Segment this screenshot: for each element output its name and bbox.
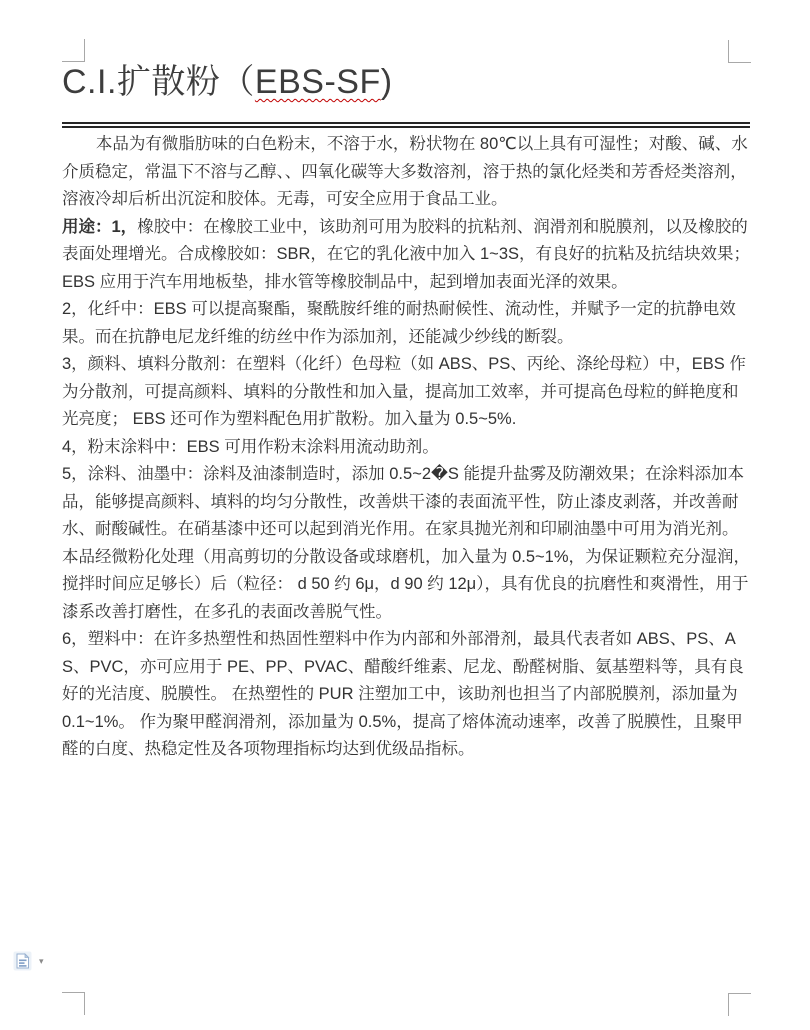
page-title-spellcheck-text: EBS-SF: [254, 63, 381, 101]
page-title-pre: C.I.扩散粉（: [62, 63, 255, 101]
document-body: [62, 131, 750, 764]
paragraph-use-rubber: [62, 214, 750, 297]
document-page: [62, 60, 750, 764]
page-title: [62, 60, 750, 104]
paragraph-use-fiber: [62, 296, 750, 351]
paste-options-document-icon: [13, 951, 32, 971]
paragraph-intro: [62, 131, 750, 214]
paragraph-text: 4，粉末涂料中：EBS 可用作粉末涂料用流动助剂。: [62, 437, 439, 456]
paragraph-bold-prefix: 用途：1，: [62, 217, 138, 236]
paragraph-text: 橡胶中：在橡胶工业中，该助剂可用为胶料的抗粘剂、润滑剂和脱膜剂，以及橡胶的表面处理增光。合成橡胶如：SBR，在它的乳化液中加入 1~3S，有良好的抗粘及抗结块效果；EBS 应用于汽车用地板垫，排水管等橡胶制品中，起到增加表面光泽的效果。: [62, 217, 751, 291]
paragraph-micronized: [62, 544, 750, 627]
paragraph-text: 2，化纤中：EBS 可以提高聚酯，聚酰胺纤维的耐热耐候性、流动性，并赋予一定的抗静电效果。而在抗静电尼龙纤维的纺丝中作为添加剂，还能减少纱线的断裂。: [62, 300, 736, 346]
crop-mark-top-left-icon: [62, 39, 85, 62]
paste-options-button[interactable]: [10, 949, 47, 973]
paragraph-text: 3，颜料、填料分散剂：在塑料（化纤）色母粒（如 ABS、PS、丙纶、涤纶母粒）中，EBS 作为分散剂，可提高颜料、填料的分散性和加入量，提高加工效率，并可提高色母粒的鲜艳度和光亮度； EBS 还可作为塑料配色用扩散粉。加入量为 0.5~5%.: [62, 355, 746, 428]
page-title-post: ): [380, 63, 393, 101]
paragraph-use-paint-ink: [62, 461, 750, 544]
crop-mark-bottom-right-icon: [728, 993, 751, 1016]
paragraph-text: 本品经微粉化处理（用高剪切的分散设备或球磨机，加入量为 0.5~1%，为保证颗粒充分湿润，搅拌时间应足够长）后（粒径： d 50 约 6μ，d 90 约 12μ），具有优良的抗磨性和爽滑性，用于漆系改善打磨性，在多孔的表面改善脱气性。: [62, 547, 751, 621]
paragraph-text: 本品为有微脂肪味的白色粉末，不溶于水，粉状物在 80℃以上具有可湿性；对酸、碱、水介质稳定，常温下不溶与乙醇、、四氧化碳等大多数溶剂，溶于热的氯化烃类和芳香烃类溶剂，溶液冷却后析出沉淀和胶体。无毒，可安全应用于食品工业。: [62, 135, 748, 208]
crop-mark-bottom-left-icon: [62, 992, 85, 1015]
paragraph-use-plastics: [62, 626, 750, 764]
chevron-down-icon[interactable]: ▾: [39, 955, 44, 966]
paragraph-use-pigment: [62, 351, 750, 434]
paragraph-use-powder-coating: [62, 434, 750, 462]
heading-divider: [62, 122, 750, 128]
paragraph-text: 5，涂料、油墨中：涂料及油漆制造时，添加 0.5~2�S 能提升盐雾及防潮效果；在涂料添加本品，能够提高颜料、填料的均匀分散性，改善烘干漆的表面流平性，防止漆皮剥落，并改善耐水、耐酸碱性。在硝基漆中还可以起到消光作用。在家具抛光剂和印刷油墨中可用为消光剂。: [62, 465, 745, 538]
paragraph-text: 6，塑料中：在许多热塑性和热固性塑料中作为内部和外部滑剂，最具代表者如 ABS、PS、AS、PVC，亦可应用于 PE、PP、PVAC、醋酸纤维素、尼龙、酚醛树脂、氨基塑料等，具有良好的光洁度、脱膜性。 在热塑性的 PUR 注塑加工中，该助剂也担当了内部脱膜剂，添加量为 0.1~1%。 作为聚甲醛润滑剂，添加量为 0.5%，提高了熔体流动速率，改善了脱膜性，且聚甲醛的白度、热稳定性及各项物理指标均达到优级品指标。: [62, 630, 744, 758]
